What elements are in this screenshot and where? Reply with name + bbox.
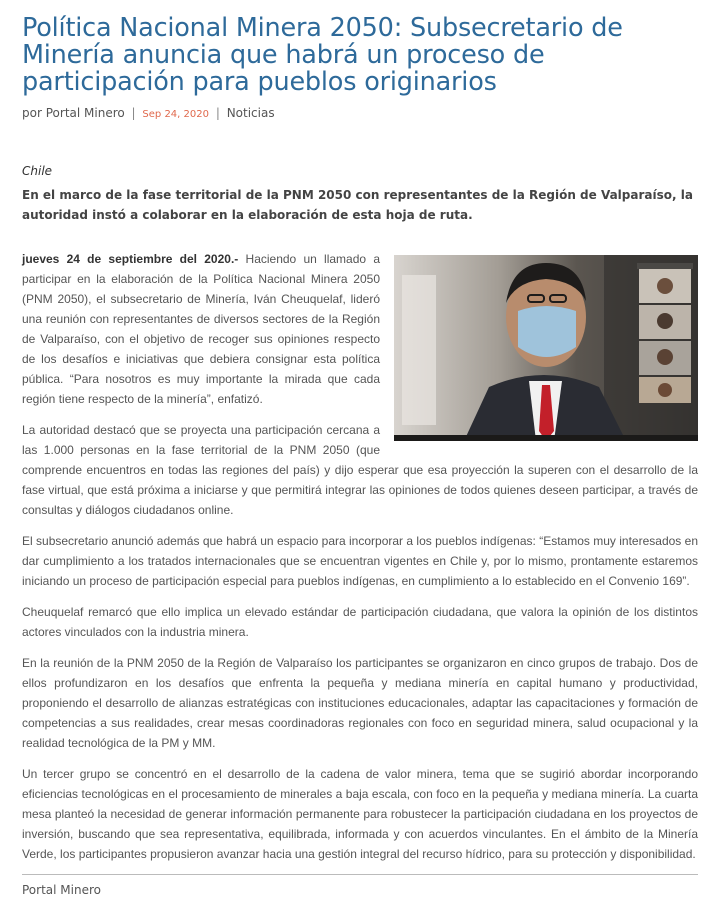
divider: [22, 874, 698, 875]
paragraph: El subsecretario anunció además que habrá un espacio para incorporar a los pueblos indígenas: “Estamos muy interesados en dar cumplimiento a los tratados internacionales que se encuentran vigentes en Chile y, por lo mismo, prontamente estaremos iniciando un proceso de participación especial para pueblos indígenas, en cumplimiento a lo establecido en el Convenio 169”.: [22, 534, 698, 588]
article-body: [22, 249, 698, 875]
paragraph: Un tercer grupo se concentró en el desarrollo de la cadena de valor minera, tema que se sugirió abordar incorporando eficiencias tecnológicas en el procesamiento de minerales a baja escala, con foco en la pequeña y mediana minería. La cuarta mesa planteó la necesidad de generar información permanente para robustecer la participación ciudadana en los proyectos de inversión, buscando que sea representativa, equilibrada, informada y con acuerdos vinculantes. En el ámbito de la Minería Verde, los participantes propusieron avanzar hacia una gestión integral del recurso hídrico, para su protección y disponibilidad.: [22, 767, 698, 861]
video-call-illustration: [394, 255, 698, 441]
author-link[interactable]: Portal Minero: [45, 106, 125, 120]
source-footer: Portal Minero: [22, 883, 101, 897]
category-link[interactable]: Noticias: [226, 106, 275, 120]
publish-date: Sep 24, 2020: [142, 109, 209, 120]
paragraph: En la reunión de la PNM 2050 de la Región de Valparaíso los participantes se organizaron en cinco grupos de trabajo. Dos de ellos profundizaron en los desafíos que enfrenta la pequeña y mediana minería en capital humano y productividad, proponiendo el desarrollo de alianzas estratégicas con instituciones educacionales, adaptar las capacitaciones y formación de competencias a sus realidades, crear mesas coordinadoras regionales con foco en seguridad minera, salud ocupacional y la realidad tecnológica de la PM y MM.: [22, 656, 698, 750]
meta-separator: |: [215, 106, 220, 120]
paragraph: Cheuquelaf remarcó que ello implica un elevado estándar de participación ciudadana, que valora la opinión de los distintos actores vinculados con la industria minera.: [22, 605, 698, 639]
article-lead: En el marco de la fase territorial de la PNM 2050 con representantes de la Región de Valparaíso, la autoridad instó a colaborar en la elaboración de esta hoja de ruta.: [22, 188, 693, 222]
meta-by: por: [22, 106, 42, 120]
video-call-photo: [394, 255, 698, 441]
article-kicker: Chile: [22, 164, 53, 178]
article-meta: [22, 106, 698, 124]
paragraph-text: Haciendo un llamado a participar en la elaboración de la Política Nacional Minera 2050 (PNM 2050), el subsecretario de Minería, Iván Cheuquelaf, lideró una reunión con representantes de diversos sectores de la Región de Valparaíso, con el objetivo de recoger sus opiniones respecto de los desafíos e iniciativas que debiera consignar esta política pública. “Para nosotros es muy importante la mirada que cada región tiene respecto de la minería”, enfatizó.: [22, 252, 380, 406]
dateline: jueves 24 de septiembre del 2020.-: [22, 252, 239, 266]
meta-separator: |: [131, 106, 136, 120]
article-title: Política Nacional Minera 2050: Subsecretario de Minería anuncia que habrá un proceso de participación para pueblos originarios: [22, 13, 623, 97]
paragraph: La autoridad destacó que se proyecta una participación cercana a las 1.000 personas en la fase territorial de la PNM 2050 (que comprende encuentros en todas las regiones del país) y dijo esperar que esa proyección la superen con el desarrollo de la fase virtual, que está próxima a iniciarse y que permitirá integrar las opiniones de todos quienes deseen participar, a través de consultas y diálogos ciudadanos online.: [22, 423, 698, 517]
article: [22, 0, 698, 897]
